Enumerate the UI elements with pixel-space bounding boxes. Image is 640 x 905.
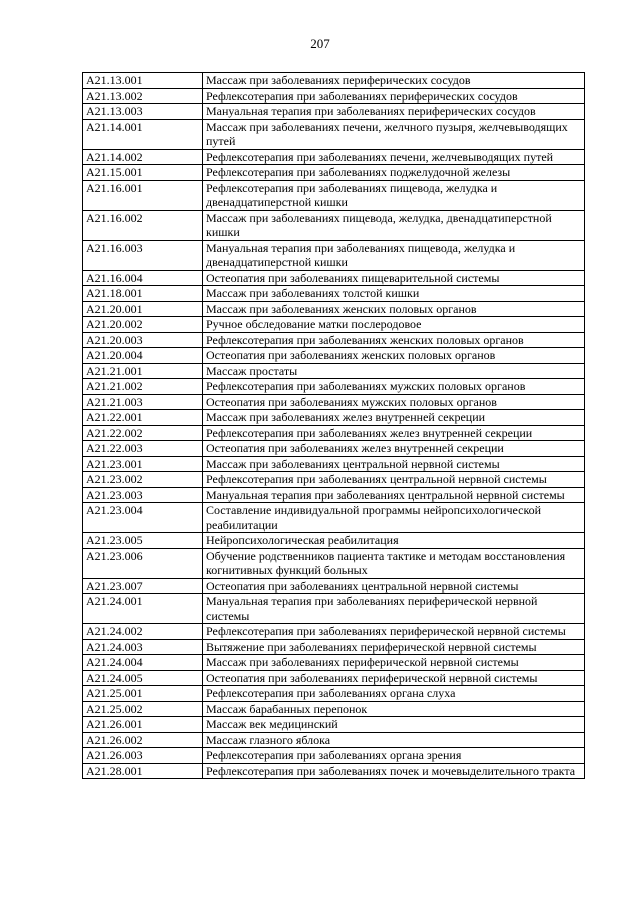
service-name: Массаж простаты [203,363,585,379]
service-code: A21.21.001 [83,363,203,379]
table-row [83,149,585,165]
table-row [83,119,585,149]
table-row [83,456,585,472]
table-row [83,88,585,104]
service-code: A21.26.003 [83,748,203,764]
table-row [83,472,585,488]
table-row [83,410,585,426]
table-row [83,348,585,364]
service-name: Массаж при заболеваниях печени, желчного пузыря, желчевыводящих путей [203,119,585,149]
table-row [83,317,585,333]
service-code: A21.24.004 [83,655,203,671]
table-row [83,425,585,441]
service-name: Рефлексотерапия при заболеваниях желез внутренней секреции [203,425,585,441]
service-name: Массаж при заболеваниях пищевода, желудка, двенадцатиперстной кишки [203,210,585,240]
service-code: A21.28.001 [83,763,203,779]
service-name: Массаж век медицинский [203,717,585,733]
service-code: A21.26.002 [83,732,203,748]
service-name: Массаж глазного яблока [203,732,585,748]
service-code: A21.21.002 [83,379,203,395]
service-code: A21.22.001 [83,410,203,426]
service-name: Вытяжение при заболеваниях периферической нервной системы [203,639,585,655]
service-name: Рефлексотерапия при заболеваниях женских половых органов [203,332,585,348]
table-row [83,624,585,640]
service-code: A21.26.001 [83,717,203,733]
table-row [83,180,585,210]
table-row [83,270,585,286]
table-row [83,503,585,533]
service-name: Мануальная терапия при заболеваниях периферических сосудов [203,104,585,120]
service-name: Массаж при заболеваниях толстой кишки [203,286,585,302]
service-code: A21.18.001 [83,286,203,302]
table-row [83,286,585,302]
service-name: Массаж при заболеваниях периферической нервной системы [203,655,585,671]
table-row [83,379,585,395]
service-code: A21.24.003 [83,639,203,655]
page-number: 207 [310,36,330,51]
service-code: A21.21.003 [83,394,203,410]
service-code: A21.16.002 [83,210,203,240]
service-code: A21.20.003 [83,332,203,348]
service-name: Рефлексотерапия при заболеваниях периферических сосудов [203,88,585,104]
service-code: A21.23.001 [83,456,203,472]
service-name: Мануальная терапия при заболеваниях пищевода, желудка и двенадцатиперстной кишки [203,240,585,270]
service-code: A21.14.001 [83,119,203,149]
service-code: A21.23.004 [83,503,203,533]
table-row [83,165,585,181]
service-name: Нейропсихологическая реабилитация [203,533,585,549]
services-table-body [83,73,585,779]
table-row [83,670,585,686]
service-name: Массаж при заболеваниях женских половых органов [203,301,585,317]
service-code: A21.23.006 [83,548,203,578]
table-row [83,301,585,317]
service-name: Рефлексотерапия при заболеваниях органа слуха [203,686,585,702]
service-code: A21.14.002 [83,149,203,165]
table-row [83,594,585,624]
table-row [83,701,585,717]
service-name: Рефлексотерапия при заболеваниях периферической нервной системы [203,624,585,640]
table-row [83,73,585,89]
service-name: Остеопатия при заболеваниях желез внутренней секреции [203,441,585,457]
service-code: A21.24.005 [83,670,203,686]
service-code: A21.15.001 [83,165,203,181]
table-row [83,655,585,671]
service-name: Рефлексотерапия при заболеваниях почек и мочевыделительного тракта [203,763,585,779]
services-table [82,72,585,779]
table-row [83,748,585,764]
service-code: A21.23.002 [83,472,203,488]
service-code: A21.20.001 [83,301,203,317]
table-row [83,487,585,503]
service-code: A21.13.002 [83,88,203,104]
table-row [83,394,585,410]
service-name: Массаж при заболеваниях центральной нервной системы [203,456,585,472]
service-code: A21.20.004 [83,348,203,364]
service-code: A21.13.001 [83,73,203,89]
service-code: A21.22.003 [83,441,203,457]
service-name: Рефлексотерапия при заболеваниях пищевода, желудка и двенадцатиперстной кишки [203,180,585,210]
service-name: Массаж при заболеваниях желез внутренней секреции [203,410,585,426]
service-code: A21.25.001 [83,686,203,702]
table-row [83,363,585,379]
service-code: A21.24.002 [83,624,203,640]
table-row [83,240,585,270]
service-code: A21.22.002 [83,425,203,441]
service-code: A21.25.002 [83,701,203,717]
table-row [83,104,585,120]
table-row [83,533,585,549]
table-row [83,441,585,457]
service-code: A21.16.003 [83,240,203,270]
service-code: A21.23.007 [83,578,203,594]
service-name: Мануальная терапия при заболеваниях периферической нервной системы [203,594,585,624]
table-row [83,578,585,594]
service-name: Ручное обследование матки послеродовое [203,317,585,333]
table-row [83,210,585,240]
service-code: A21.20.002 [83,317,203,333]
service-name: Рефлексотерапия при заболеваниях органа зрения [203,748,585,764]
service-name: Остеопатия при заболеваниях женских половых органов [203,348,585,364]
service-name: Рефлексотерапия при заболеваниях мужских половых органов [203,379,585,395]
table-row [83,717,585,733]
table-row [83,639,585,655]
service-code: A21.24.001 [83,594,203,624]
table-row [83,732,585,748]
service-name: Остеопатия при заболеваниях мужских половых органов [203,394,585,410]
service-code: A21.16.001 [83,180,203,210]
table-row [83,548,585,578]
service-name: Массаж при заболеваниях периферических сосудов [203,73,585,89]
service-name: Рефлексотерапия при заболеваниях печени, желчевыводящих путей [203,149,585,165]
service-code: A21.23.003 [83,487,203,503]
service-name: Обучение родственников пациента тактике и методам восстановления когнитивных функций больных [203,548,585,578]
service-name: Рефлексотерапия при заболеваниях поджелудочной железы [203,165,585,181]
service-name: Остеопатия при заболеваниях центральной нервной системы [203,578,585,594]
table-row [83,763,585,779]
service-name: Составление индивидуальной программы нейропсихологической реабилитации [203,503,585,533]
service-code: A21.23.005 [83,533,203,549]
table-row [83,332,585,348]
service-code: A21.13.003 [83,104,203,120]
service-code: A21.16.004 [83,270,203,286]
service-name: Мануальная терапия при заболеваниях центральной нервной системы [203,487,585,503]
service-name: Остеопатия при заболеваниях периферической нервной системы [203,670,585,686]
service-name: Массаж барабанных перепонок [203,701,585,717]
table-row [83,686,585,702]
service-name: Остеопатия при заболеваниях пищеварительной системы [203,270,585,286]
service-name: Рефлексотерапия при заболеваниях центральной нервной системы [203,472,585,488]
